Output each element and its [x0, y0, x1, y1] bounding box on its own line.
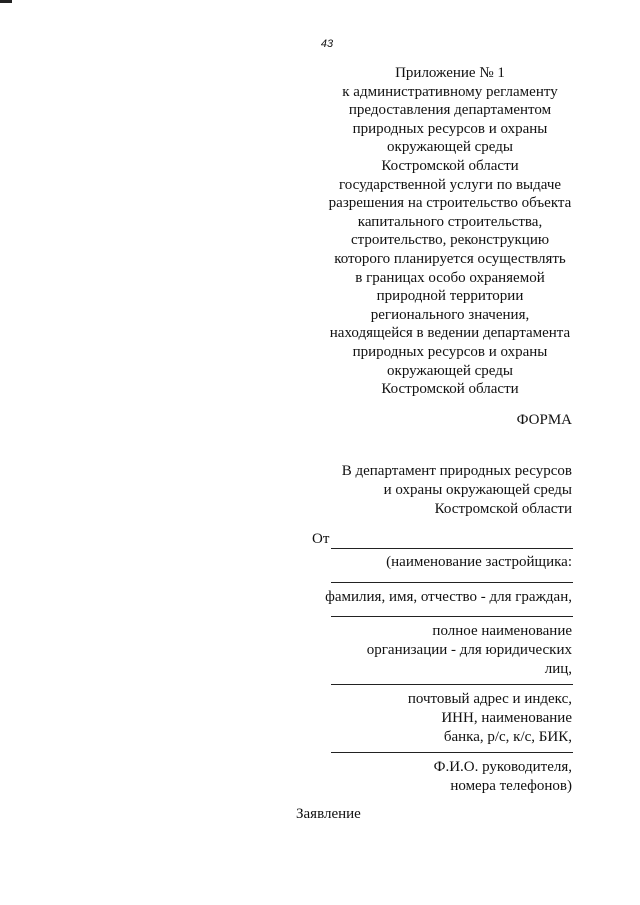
appendix-line: в границах особо охраняемой [355, 269, 545, 286]
from-label: От [312, 531, 330, 547]
applicant-hint-4 [408, 690, 572, 747]
applicant-hint-4-line: банка, р/с, к/с, БИК, [443, 729, 572, 745]
appendix-line: природной территории [376, 288, 524, 305]
applicant-hint-4-line: почтовый адрес и индекс, [407, 691, 572, 707]
appendix-line: к административному регламенту [342, 83, 558, 100]
applicant-hint-3 [367, 622, 572, 679]
appendix-line: разрешения на строительство объекта [328, 195, 572, 212]
appendix-line: природных ресурсов и охраны [352, 120, 548, 137]
addressee-block [342, 462, 572, 519]
appendix-line: государственной услуги по выдаче [338, 176, 562, 193]
appendix-line: капитального строительства, [357, 213, 543, 230]
appendix-line: находящейся в ведении департамента [329, 325, 571, 342]
appendix-line: Приложение № 1 [395, 65, 505, 81]
appendix-line: Костромской области [381, 157, 519, 174]
applicant-hint-3-line: лиц, [544, 661, 572, 677]
applicant-hint-5-line: Ф.И.О. руководителя, [433, 759, 572, 775]
applicant-hint-4-line: ИНН, наименование [441, 710, 572, 726]
applicant-hint-2: фамилия, имя, отчество - для граждан, [325, 589, 572, 605]
appendix-line: Костромской области [381, 381, 519, 398]
applicant-fill-line-2[interactable] [331, 582, 573, 583]
appendix-line: природных ресурсов и охраны [352, 343, 548, 360]
appendix-line: строительство, реконструкцию [350, 232, 550, 249]
applicant-hint-1: (наименование застройщика: [386, 554, 572, 570]
appendix-line: окружающей среды [387, 139, 513, 156]
appendix-line: предоставления департаментом [348, 102, 552, 119]
addressee-line: В департамент природных ресурсов [341, 463, 572, 479]
addressee-line: и охраны окружающей среды [383, 482, 572, 498]
applicant-hint-5 [434, 758, 572, 796]
appendix-header [290, 64, 610, 399]
applicant-fill-line-4[interactable] [331, 684, 573, 685]
applicant-name-line[interactable] [331, 548, 573, 549]
appendix-line: регионального значения, [370, 306, 530, 323]
page-number: 43 [320, 38, 334, 50]
appendix-line: окружающей среды [387, 362, 513, 379]
scan-corner-mark [0, 0, 12, 3]
form-label: ФОРМА [516, 412, 572, 428]
applicant-hint-3-line: полное наименование [432, 623, 572, 639]
applicant-hint-3-line: организации - для юридических [366, 642, 572, 658]
addressee-line: Костромской области [434, 501, 572, 517]
appendix-line: которого планируется осуществлять [334, 250, 566, 267]
applicant-hint-5-line: номера телефонов) [450, 778, 572, 794]
statement-title: Заявление [296, 806, 361, 822]
applicant-fill-line-3[interactable] [331, 616, 573, 617]
applicant-fill-line-5[interactable] [331, 752, 573, 753]
